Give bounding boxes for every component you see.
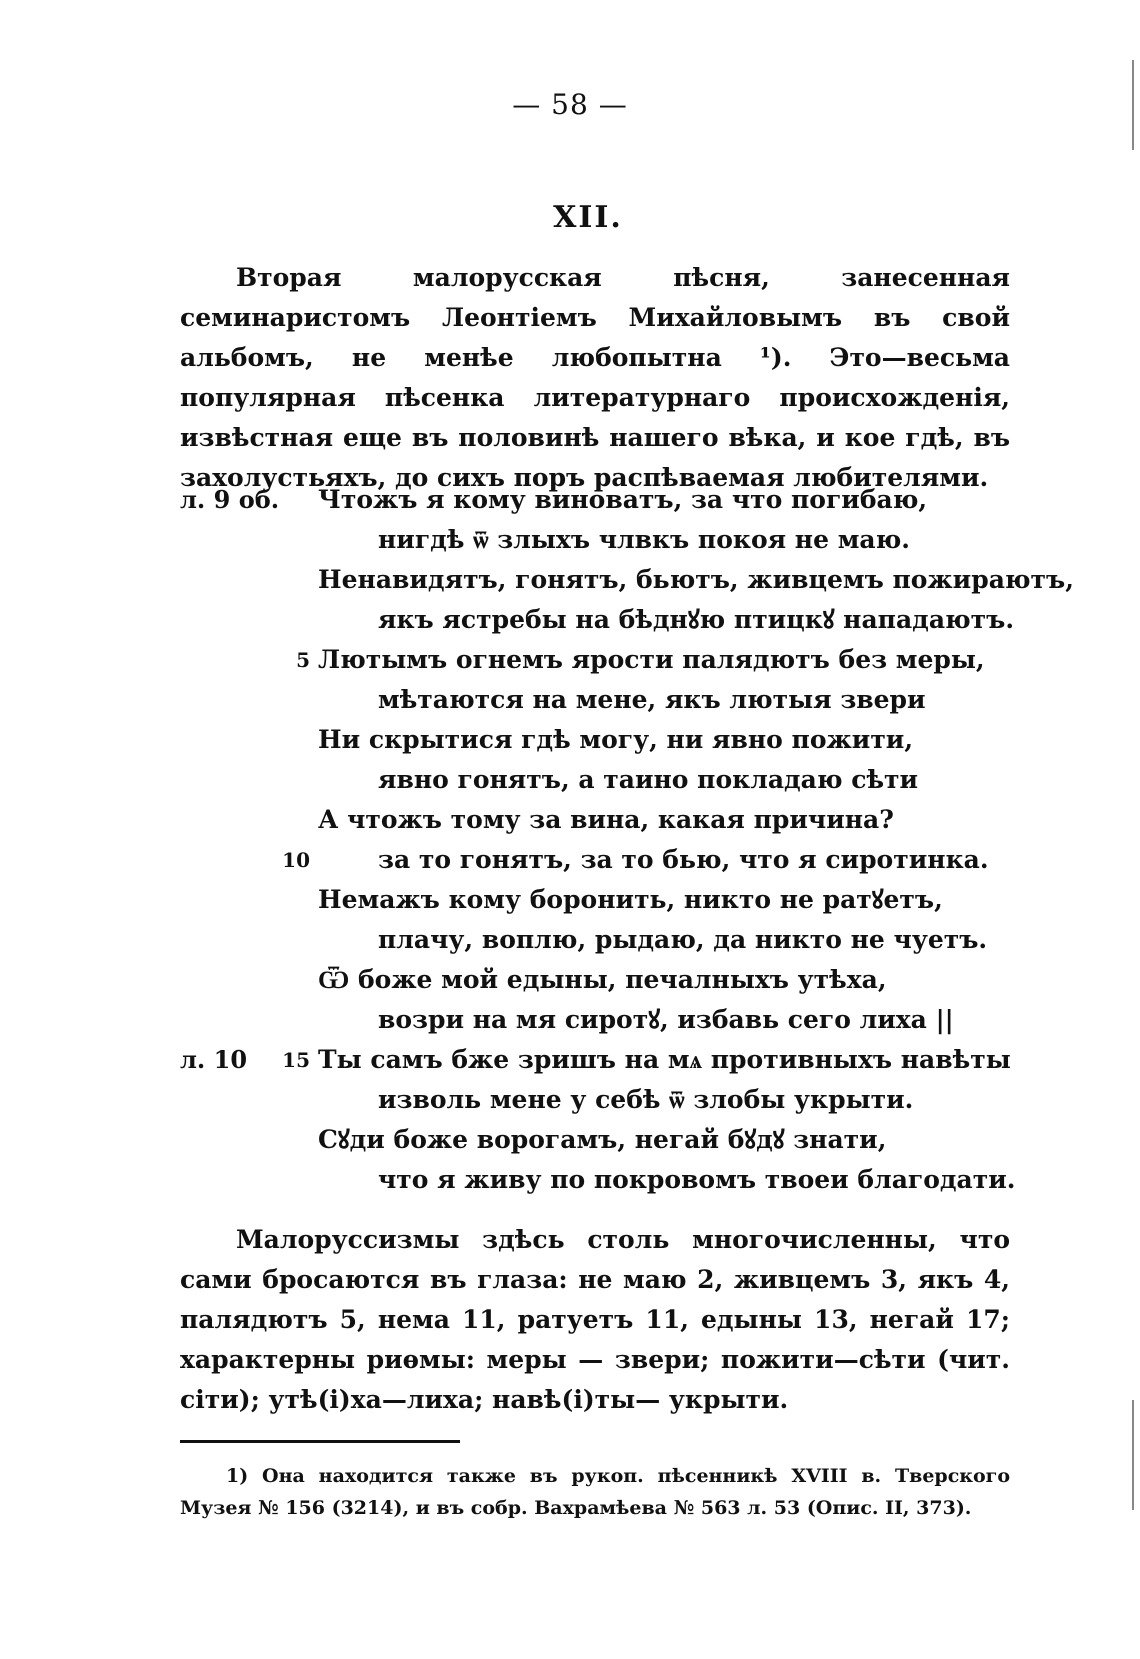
verse-text: Ты самъ бже зришъ на мѧ противныхъ навѣты [318,1045,1011,1074]
verse-text: Сꙋди боже ворогамъ, негай бꙋдꙋ знати, [318,1125,887,1154]
scan-edge-mark [1132,1400,1134,1510]
poem-line [0,1120,1140,1160]
section-title: XII. [553,200,623,235]
verse-text: нигдѣ ѿ злыхъ члвкъ покоя не маю. [378,525,910,554]
poem [0,480,1140,1200]
poem-line [0,560,1140,600]
poem-line [0,840,1140,880]
verse-text: что я живу по покровомъ твоеи благодати. [378,1165,1016,1194]
verse-text: Ѿ боже мой едыны, печалныхъ утѣха, [318,965,887,994]
scan-edge-mark [1132,60,1134,150]
line-number: 15 [282,1048,310,1072]
footnote-divider [180,1440,460,1443]
verse-text: за то гонятъ, за то бью, что я сиротинка. [378,845,989,874]
verse-text: возри на мя сиротꙋ, избавь сего лиха || [378,1005,954,1034]
line-number: 5 [296,648,310,672]
outro-paragraph-text: Малоруссизмы здѣсь столь многочисленны, что сами бросаются въ глаза: не маю 2, живцемъ 3, якъ 4, палядютъ 5, нема 11, ратуетъ 11, едыны 13, негай 17; характерны риѳмы: меры — звери; пожити—сѣти (чит. сiти); утѣ(i)ха—лиха; навѣ(i)ты— укрыти. [180,1225,1010,1414]
verse-text: Лютымъ огнемъ ярости палядютъ без меры, [318,645,985,674]
poem-line [0,760,1140,800]
verse-text: якъ ястребы на бѣднꙋю птицкꙋ нападаютъ. [378,605,1015,634]
leaf-reference: л. 9 об. [180,485,280,514]
poem-line [0,960,1140,1000]
poem-line [0,600,1140,640]
poem-line [0,720,1140,760]
footnote [180,1460,1010,1524]
poem-line [0,680,1140,720]
poem-line [0,800,1140,840]
poem-line [0,920,1140,960]
verse-text: Чтожъ я кому виноватъ, за что погибаю, [318,485,928,514]
intro-paragraph [180,258,1010,498]
verse-text: Ненавидятъ, гонятъ, бьютъ, живцемъ пожираютъ, [318,565,1074,594]
poem-line [0,520,1140,560]
verse-text: мѣтаются на мене, якъ лютыя звери [378,685,926,714]
verse-text: изволь мене у себѣ ѿ злобы укрыти. [378,1085,914,1114]
outro-paragraph [180,1220,1010,1420]
leaf-reference: л. 10 [180,1045,248,1074]
poem-line [0,1080,1140,1120]
poem-line [0,880,1140,920]
verse-text: явно гонятъ, а таино покладаю сѣти [378,765,919,794]
verse-text: плачу, воплю, рыдаю, да никто не чуетъ. [378,925,988,954]
poem-line [0,1000,1140,1040]
footnote-text: 1) Она находится также въ рукоп. пѣсенникѣ XVIII в. Тверского Музея № 156 (3214), и въ собр. Вахрамѣева № 563 л. 53 (Опис. II, 373). [180,1465,1010,1519]
verse-text: Немажъ кому боронить, никто не ратꙋетъ, [318,885,943,914]
verse-text: А чтожъ тому за вина, какая причина? [318,805,894,834]
line-number: 10 [282,848,310,872]
poem-line [0,1160,1140,1200]
page-number: — 58 — [512,88,628,121]
verse-text: Ни скрытися гдѣ могу, ни явно пожити, [318,725,914,754]
intro-paragraph-text: Вторая малорусская пѣсня, занесенная семинаристомъ Леонтіемъ Михайловымъ въ свой альбомъ, не менѣе любопытна ¹). Это—весьма популярная пѣсенка литературнаго происхожденія, извѣстная еще въ половинѣ нашего вѣка, и кое гдѣ, въ захолустьяхъ, до сихъ поръ распѣваемая любителями. [180,263,1010,492]
poem-line [0,1040,1140,1080]
poem-line [0,480,1140,520]
poem-line [0,640,1140,680]
